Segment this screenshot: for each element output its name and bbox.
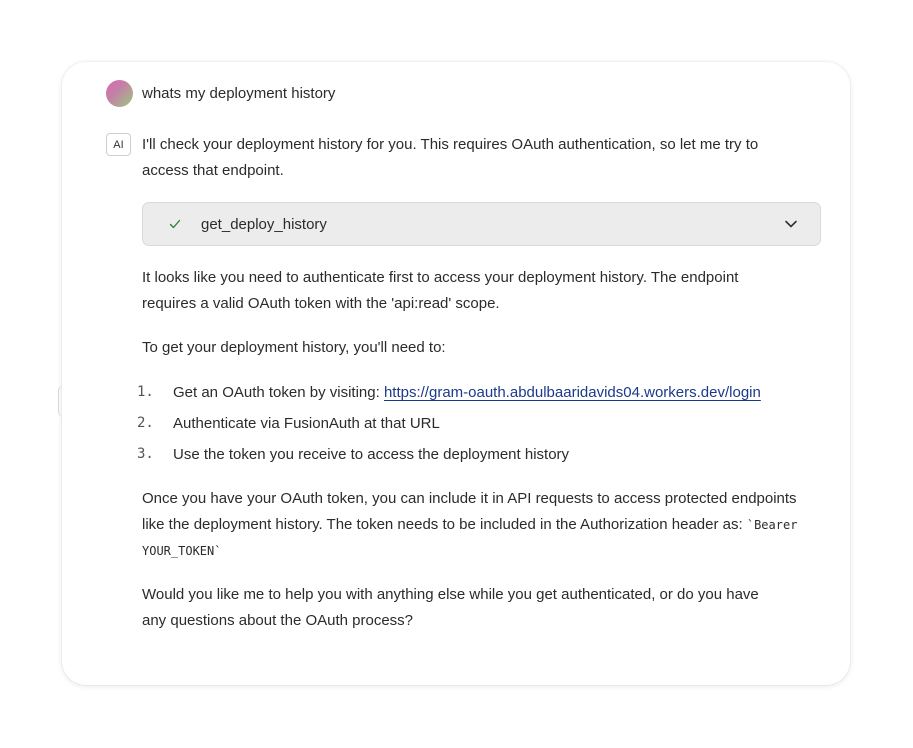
assistant-message <box>137 132 822 634</box>
oauth-login-link[interactable]: https://gram-oauth.abdulbaaridavids04.workers.dev/login <box>383 384 761 401</box>
assistant-paragraph-3 <box>142 486 822 564</box>
steps-list <box>137 379 822 468</box>
user-message-row <box>106 80 335 107</box>
step-text: Get an OAuth token by visiting: <box>173 384 384 401</box>
list-item <box>137 441 822 468</box>
list-number: 1. <box>137 384 154 400</box>
step-text: Authenticate via FusionAuth at that URL <box>173 415 440 432</box>
tool-call-panel[interactable] <box>142 202 821 246</box>
step-text: Use the token you receive to access the deployment history <box>173 446 570 463</box>
paragraph-3-text: Once you have your OAuth token, you can include it in API requests to access protected endpoints like the deployment history. The token needs to be included in the Authorization header as: <box>142 490 797 533</box>
bearer-code: `Bearer YOUR_TOKEN` <box>142 518 798 558</box>
list-number: 2. <box>137 415 154 431</box>
assistant-paragraph-1: It looks like you need to authenticate first to access your deployment history. The endpoint requires a valid OAuth token with the 'api:read' scope. <box>142 269 739 312</box>
assistant-intro: I'll check your deployment history for you. This requires OAuth authentication, so let me try to access that endpoint. <box>142 136 759 179</box>
assistant-paragraph-4: Would you like me to help you with anything else while you get authenticated, or do you have any questions about the OAuth process? <box>142 586 759 629</box>
check-icon <box>169 218 181 230</box>
chat-card <box>62 62 850 685</box>
user-message: whats my deployment history <box>142 85 336 102</box>
list-item <box>137 379 822 406</box>
chevron-down-icon[interactable] <box>784 217 798 231</box>
tool-call-name: get_deploy_history <box>201 215 327 233</box>
list-item <box>137 410 822 437</box>
ai-badge: AI <box>106 133 131 156</box>
user-avatar <box>106 80 133 107</box>
assistant-paragraph-2: To get your deployment history, you'll need to: <box>142 339 446 356</box>
list-number: 3. <box>137 446 154 462</box>
